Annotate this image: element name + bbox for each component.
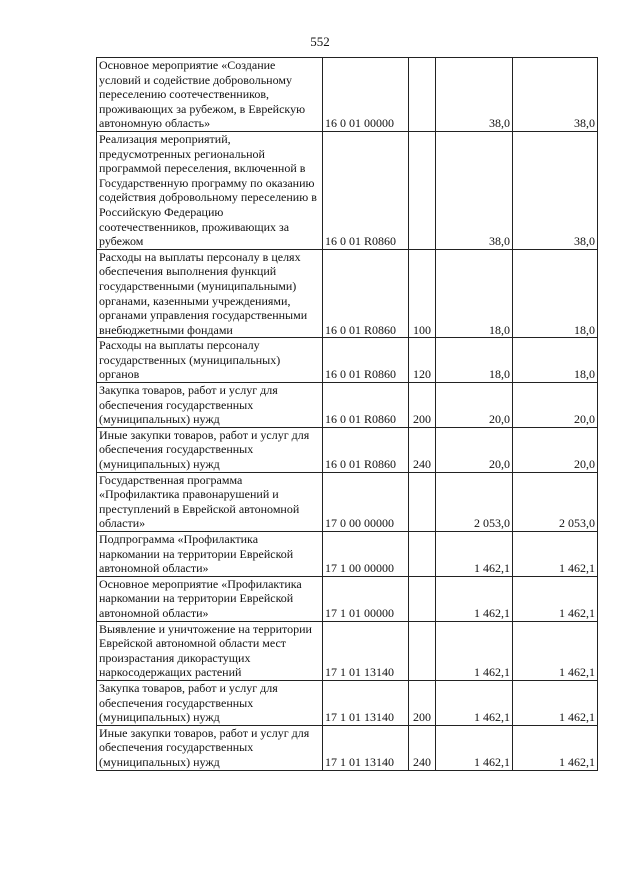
row-amount-2: 2 053,0 <box>513 472 598 531</box>
row-amount-2: 18,0 <box>513 338 598 383</box>
row-code: 17 1 00 00000 <box>323 532 409 577</box>
row-type <box>409 576 436 621</box>
row-type: 120 <box>409 338 436 383</box>
row-amount-1: 18,0 <box>436 338 513 383</box>
row-amount-2: 1 462,1 <box>513 532 598 577</box>
budget-table <box>96 57 598 771</box>
table-row <box>97 472 598 531</box>
row-code: 17 1 01 00000 <box>323 576 409 621</box>
row-code: 16 0 01 R0860 <box>323 383 409 428</box>
table-row <box>97 576 598 621</box>
row-name: Реализация мероприятий, предусмотренных региональной программой переселения, включенной в Государственную программу по оказанию содействия добровольному переселению в Российскую Федерацию соотечественников, проживающих за рубежом <box>97 131 323 249</box>
row-name: Государственная программа «Профилактика правонарушений и преступлений в Еврейской автономной области» <box>97 472 323 531</box>
row-code: 16 0 01 R0860 <box>323 131 409 249</box>
row-type <box>409 472 436 531</box>
row-amount-2: 20,0 <box>513 383 598 428</box>
row-code: 16 0 01 R0860 <box>323 427 409 472</box>
table-row <box>97 532 598 577</box>
row-type <box>409 532 436 577</box>
row-type <box>409 131 436 249</box>
row-amount-2: 1 462,1 <box>513 680 598 725</box>
row-name: Основное мероприятие «Создание условий и содействие добровольному переселению соотечественников, проживающих за рубежом, в Еврейскую автономную область» <box>97 58 323 132</box>
row-amount-1: 20,0 <box>436 427 513 472</box>
row-amount-1: 38,0 <box>436 131 513 249</box>
row-code: 16 0 01 R0860 <box>323 338 409 383</box>
row-amount-1: 2 053,0 <box>436 472 513 531</box>
row-amount-1: 1 462,1 <box>436 621 513 680</box>
row-amount-1: 1 462,1 <box>436 532 513 577</box>
row-code: 17 1 01 13140 <box>323 680 409 725</box>
row-name: Иные закупки товаров, работ и услуг для обеспечения государственных (муниципальных) нужд <box>97 725 323 770</box>
table-row <box>97 680 598 725</box>
row-amount-1: 18,0 <box>436 249 513 338</box>
row-amount-1: 1 462,1 <box>436 680 513 725</box>
row-code: 17 1 01 13140 <box>323 725 409 770</box>
row-amount-2: 18,0 <box>513 249 598 338</box>
row-code: 17 0 00 00000 <box>323 472 409 531</box>
row-name: Выявление и уничтожение на территории Еврейской автономной области мест произрастания дикорастущих наркосодержащих растений <box>97 621 323 680</box>
row-type <box>409 58 436 132</box>
row-name: Иные закупки товаров, работ и услуг для обеспечения государственных (муниципальных) нужд <box>97 427 323 472</box>
row-amount-2: 1 462,1 <box>513 621 598 680</box>
table-row <box>97 131 598 249</box>
row-amount-2: 38,0 <box>513 131 598 249</box>
row-amount-2: 20,0 <box>513 427 598 472</box>
row-type: 200 <box>409 680 436 725</box>
table-row <box>97 427 598 472</box>
row-code: 16 0 01 00000 <box>323 58 409 132</box>
table-row <box>97 383 598 428</box>
row-amount-1: 20,0 <box>436 383 513 428</box>
table-row <box>97 725 598 770</box>
table-row <box>97 58 598 132</box>
row-amount-2: 1 462,1 <box>513 725 598 770</box>
page-number: 552 <box>310 34 330 49</box>
table-row <box>97 621 598 680</box>
table-row <box>97 338 598 383</box>
row-name: Основное мероприятие «Профилактика наркомании на территории Еврейской автономной области» <box>97 576 323 621</box>
table-row <box>97 249 598 338</box>
row-amount-2: 38,0 <box>513 58 598 132</box>
row-type <box>409 621 436 680</box>
row-type: 240 <box>409 427 436 472</box>
row-name: Расходы на выплаты персоналу в целях обеспечения выполнения функций государственными (муниципальными) органами, казенными учреждениями, органами управления государственными внебюджетными фондами <box>97 249 323 338</box>
row-type: 200 <box>409 383 436 428</box>
row-amount-2: 1 462,1 <box>513 576 598 621</box>
row-type: 100 <box>409 249 436 338</box>
row-amount-1: 38,0 <box>436 58 513 132</box>
row-type: 240 <box>409 725 436 770</box>
row-amount-1: 1 462,1 <box>436 725 513 770</box>
row-code: 16 0 01 R0860 <box>323 249 409 338</box>
row-name: Закупка товаров, работ и услуг для обеспечения государственных (муниципальных) нужд <box>97 680 323 725</box>
row-name: Закупка товаров, работ и услуг для обеспечения государственных (муниципальных) нужд <box>97 383 323 428</box>
row-amount-1: 1 462,1 <box>436 576 513 621</box>
row-name: Подпрограмма «Профилактика наркомании на территории Еврейской автономной области» <box>97 532 323 577</box>
row-code: 17 1 01 13140 <box>323 621 409 680</box>
row-name: Расходы на выплаты персоналу государственных (муниципальных) органов <box>97 338 323 383</box>
